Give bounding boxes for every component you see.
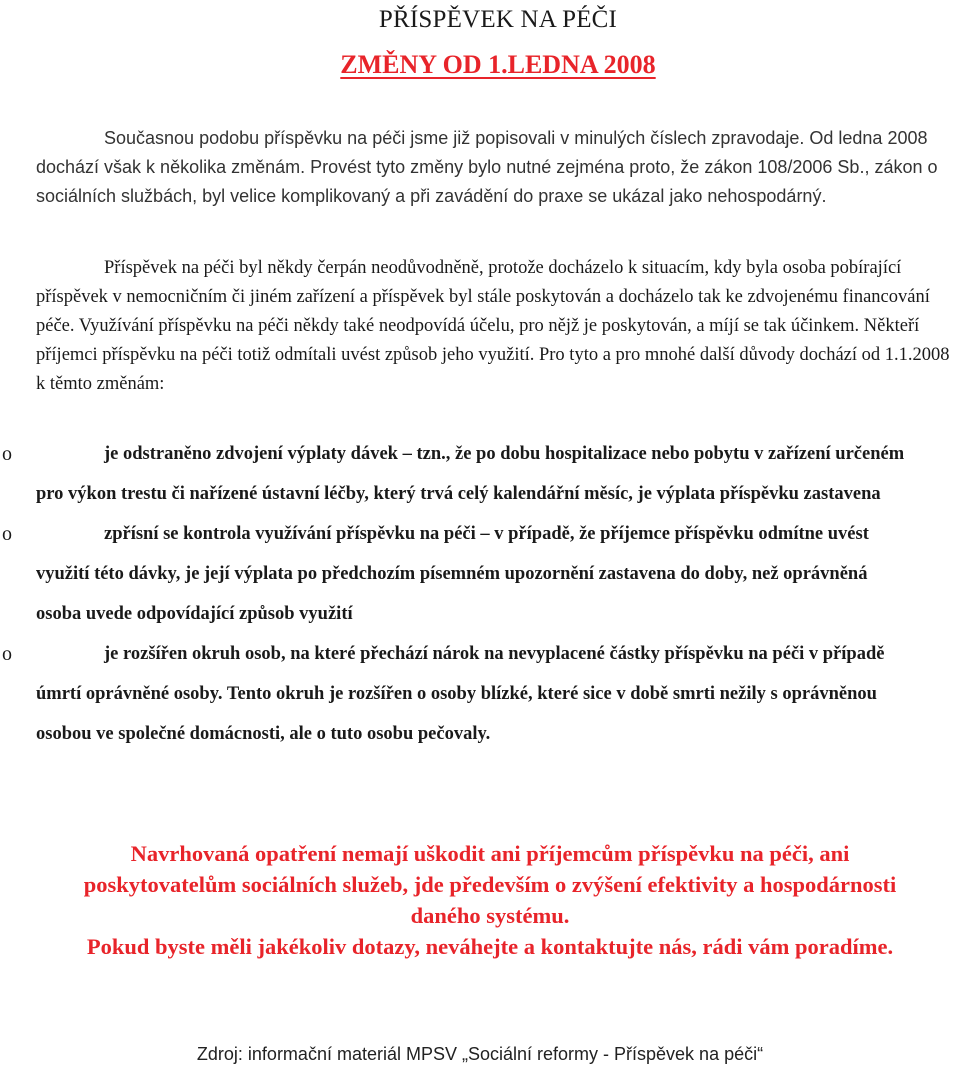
bullet-marker: o [2, 443, 12, 465]
changes-list [0, 434, 960, 754]
reasons-paragraph: Příspěvek na péči byl někdy čerpán neodůvodněně, protože docházelo k situacím, kdy byla osoba pobírající příspěvek v nemocničním či jiném zařízení a příspěvek byl stále poskytován a docházelo tak ke zdvojenému financování péče. Využívání příspěvku na péči někdy také neodpovídá účelu, pro nějž je poskytován, a míjí se tak účinkem. Někteří příjemci příspěvku na péči totiž odmítali uvést způsob jeho využití. Pro tyto a pro mnohé další důvody dochází od 1.1.2008 k těmto změnám: [36, 258, 950, 394]
list-item [0, 434, 960, 514]
document-title: PŘÍSPĚVEK NA PÉČI [378, 6, 618, 33]
closing-statement [60, 838, 920, 962]
closing-text-measures: Navrhovaná opatření nemají uškodit ani příjemcům příspěvku na péči, ani poskytovatelům sociálních služeb, jde především o zvýšení efektivity a hospodárnosti daného systému. [83, 841, 897, 928]
list-item [0, 634, 960, 754]
bullet-marker: o [2, 643, 12, 665]
list-item-text: je rozšířen okruh osob, na které přechází nárok na nevyplacené částky příspěvku na péči v případě úmrtí oprávněné osoby. Tento okruh je rozšířen o osoby blízké, které sice v době smrti nežily s oprávněnou osobou ve společné domácnosti, ale o tuto osobu pečovaly. [36, 644, 885, 744]
list-item-text: zpřísní se kontrola využívání příspěvku na péči – v případě, že příjemce příspěvku odmítne uvést využití této dávky, je její výplata po předchozím písemném upozornění zastavena do doby, než oprávněná osoba uvede odpovídající způsob využití [36, 524, 869, 624]
list-item [0, 514, 960, 634]
list-item-text: je odstraněno zdvojení výplaty dávek – tzn., že po dobu hospitalizace nebo pobytu v zařízení určeném pro výkon trestu či nařízené ústavní léčby, který trvá celý kalendářní měsíc, je výplata příspěvku zastavena [36, 444, 905, 504]
closing-text-contact: Pokud byste měli jakékoliv dotazy, neváhejte a kontaktujte nás, rádi vám poradíme. [86, 934, 894, 959]
intro-paragraph: Současnou podobu příspěvku na péči jsme již popisovali v minulých číslech zpravodaje. Od ledna 2008 dochází však k několika změnám. Provést tyto změny bylo nutné zejména proto, že zákon 108/2006 Sb., zákon o sociálních službách, byl velice komplikovaný a při zavádění do praxe se ukázal jako nehospodárný. [36, 128, 938, 206]
bullet-marker: o [2, 523, 12, 545]
source-citation: Zdroj: informační materiál MPSV „Sociální reformy - Příspěvek na péči“ [196, 1044, 764, 1064]
document-subtitle: ZMĚNY OD 1.LEDNA 2008 [340, 50, 656, 79]
